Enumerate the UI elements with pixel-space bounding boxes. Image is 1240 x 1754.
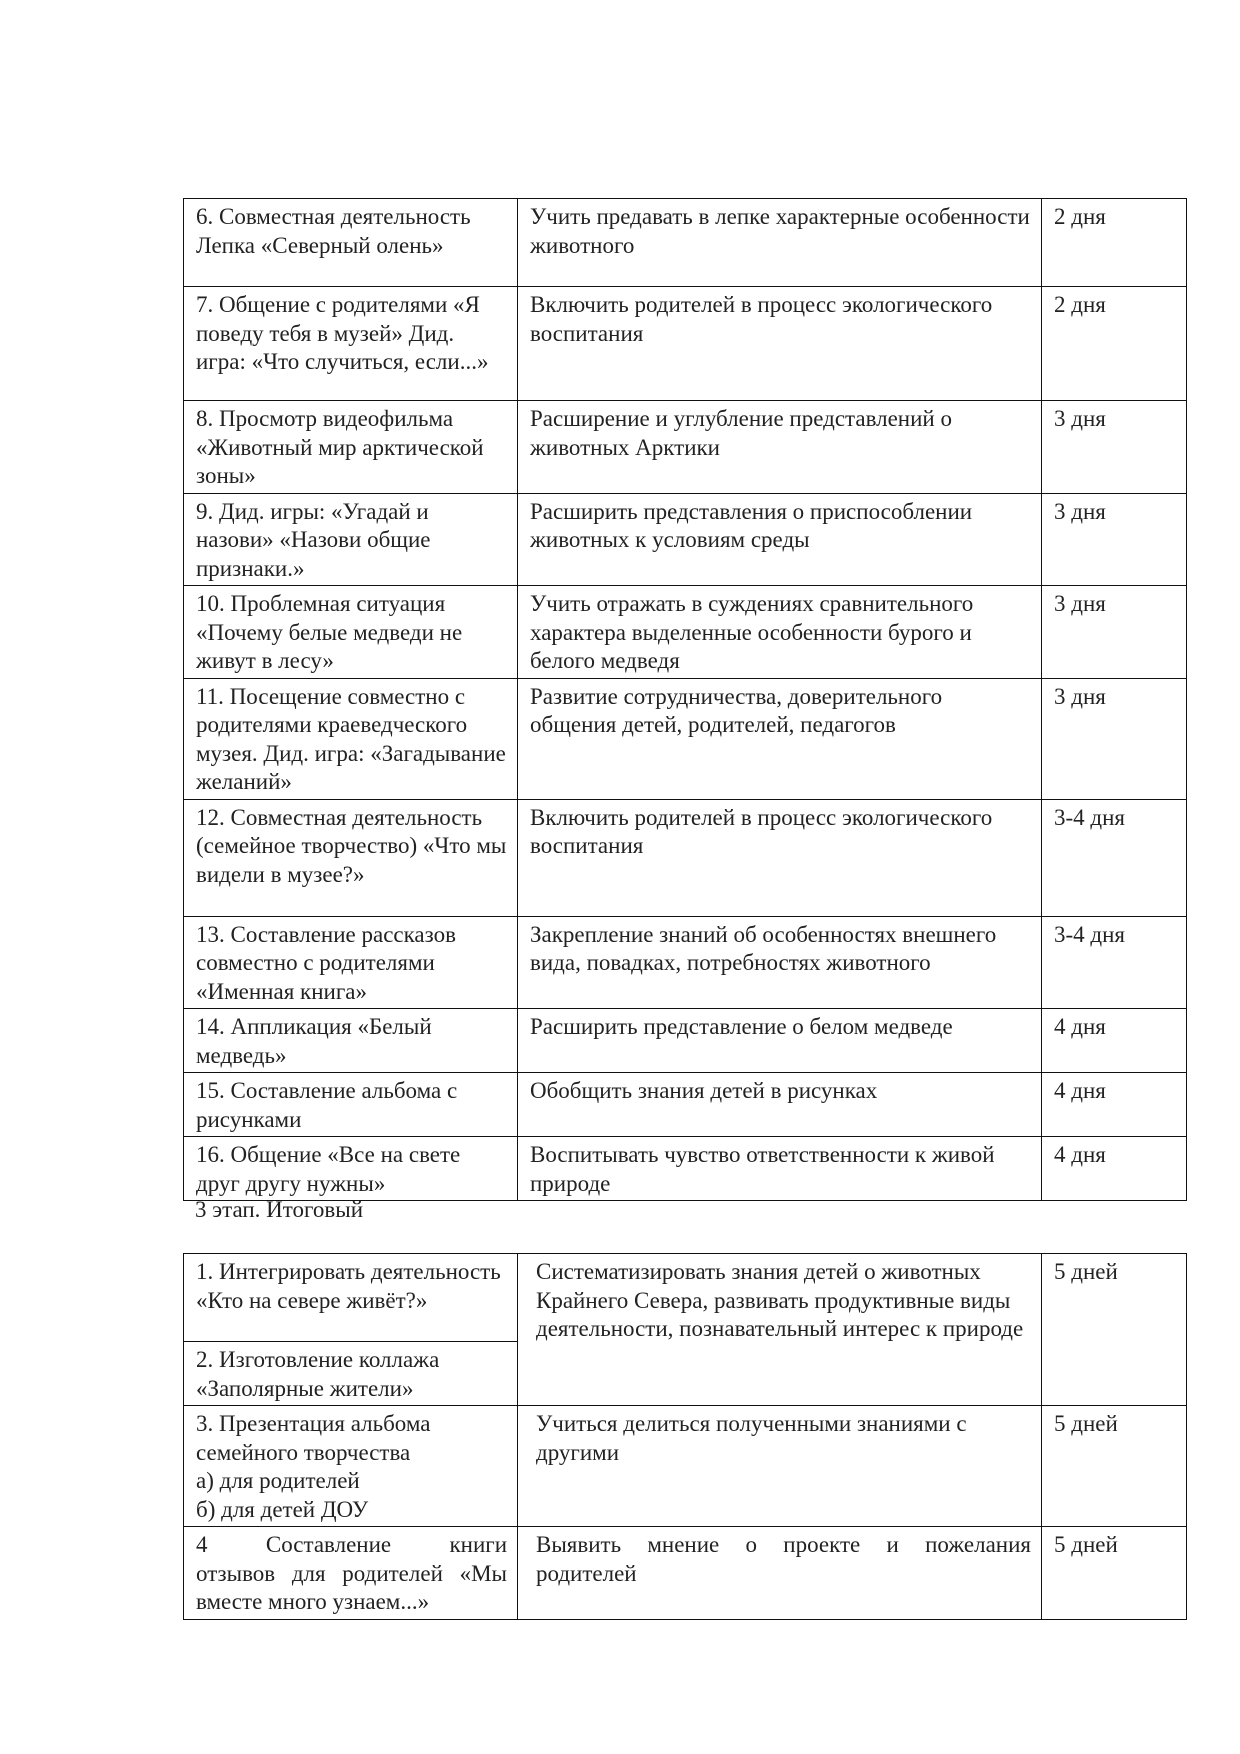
table-row <box>184 916 1187 1009</box>
goal-cell: Учиться делиться полученными знаниями с другими <box>518 1406 1042 1527</box>
activity-cell: 10. Проблемная ситуация «Почему белые медведи не живут в лесу» <box>184 586 518 679</box>
table-row <box>184 1009 1187 1073</box>
goal-cell: Расширить представления о приспособлении животных к условиям среды <box>518 493 1042 586</box>
goal-cell: Включить родителей в процесс экологического воспитания <box>518 287 1042 401</box>
activity-item: б) для детей ДОУ <box>196 1496 369 1522</box>
activity-cell: 7. Общение с родителями «Я поведу тебя в музей» Дид. игра: «Что случиться, если...» <box>184 287 518 401</box>
activity-cell: 8. Просмотр видеофильма «Животный мир арктической зоны» <box>184 401 518 494</box>
table-row <box>184 1137 1187 1201</box>
duration-cell: 3-4 дня <box>1042 799 1187 916</box>
goal-cell: Закрепление знаний об особенностях внешнего вида, повадках, потребностях животного <box>518 916 1042 1009</box>
duration-cell: 4 дня <box>1042 1073 1187 1137</box>
duration-cell: 3-4 дня <box>1042 916 1187 1009</box>
table-row <box>184 1254 1187 1342</box>
activity-cell: 13. Составление рассказов совместно с родителями «Именная книга» <box>184 916 518 1009</box>
activity-cell: 12. Совместная деятельность (семейное творчество) «Что мы видели в музее?» <box>184 799 518 916</box>
duration-cell: 2 дня <box>1042 287 1187 401</box>
stage3-table <box>183 1253 1187 1620</box>
activity-line: 4 Составление книги <box>196 1532 507 1557</box>
activity-cell: 6. Совместная деятельность Лепка «Северный олень» <box>184 199 518 287</box>
goal-cell: Обобщить знания детей в рисунках <box>518 1073 1042 1137</box>
table-row <box>184 678 1187 799</box>
goal-cell: Учить отражать в суждениях сравнительного характера выделенные особенности бурого и белого медведя <box>518 586 1042 679</box>
table-row <box>184 799 1187 916</box>
table-row <box>184 493 1187 586</box>
stage2-table <box>183 198 1187 1201</box>
duration-cell: 4 дня <box>1042 1009 1187 1073</box>
activity-item: а) для родителей <box>196 1468 360 1493</box>
activity-cell: 11. Посещение совместно с родителями краеведческого музея. Дид. игра: «Загадывание желаний» <box>184 678 518 799</box>
goal-cell: Воспитывать чувство ответственности к живой природе <box>518 1137 1042 1201</box>
goal-line: родителей <box>536 1560 637 1586</box>
duration-cell: 3 дня <box>1042 678 1187 799</box>
goal-cell: Развитие сотрудничества, доверительного общения детей, родителей, педагогов <box>518 678 1042 799</box>
table-row <box>184 287 1187 401</box>
activity-cell <box>184 1406 518 1527</box>
activity-title: 3. Презентация альбома семейного творчества <box>196 1411 431 1465</box>
activity-cell: 15. Составление альбома с рисунками <box>184 1073 518 1137</box>
duration-cell: 2 дня <box>1042 199 1187 287</box>
activity-cell: 14. Аппликация «Белый медведь» <box>184 1009 518 1073</box>
goal-cell: Расширить представление о белом медведе <box>518 1009 1042 1073</box>
table-row <box>184 401 1187 494</box>
stage-heading: 3 этап. Итоговый <box>195 1197 364 1222</box>
table-row <box>184 586 1187 679</box>
duration-cell: 3 дня <box>1042 401 1187 494</box>
duration-cell: 5 дней <box>1042 1254 1187 1406</box>
duration-cell: 4 дня <box>1042 1137 1187 1201</box>
duration-cell: 5 дней <box>1042 1406 1187 1527</box>
activity-cell: 1. Интегрировать деятельность «Кто на севере живёт?» <box>184 1254 518 1342</box>
table-row <box>184 199 1187 287</box>
goal-cell: Учить предавать в лепке характерные особенности животного <box>518 199 1042 287</box>
goal-cell <box>518 1527 1042 1620</box>
activity-line: отзывов для родителей «Мы <box>196 1560 507 1586</box>
duration-cell: 5 дней <box>1042 1527 1187 1620</box>
table-row <box>184 1527 1187 1620</box>
goal-cell: Расширение и углубление представлений о животных Арктики <box>518 401 1042 494</box>
goal-line: Выявить мнение о проекте и пожелания <box>536 1532 1031 1557</box>
duration-cell: 3 дня <box>1042 586 1187 679</box>
goal-cell: Включить родителей в процесс экологического воспитания <box>518 799 1042 916</box>
activity-cell: 2. Изготовление коллажа «Заполярные жители» <box>184 1342 518 1406</box>
activity-cell: 16. Общение «Все на свете друг другу нужны» <box>184 1137 518 1201</box>
duration-cell: 3 дня <box>1042 493 1187 586</box>
table-row <box>184 1073 1187 1137</box>
activity-cell: 9. Дид. игры: «Угадай и назови» «Назови общие признаки.» <box>184 493 518 586</box>
activity-line: вместе много узнаем...» <box>196 1589 430 1614</box>
table-row <box>184 1406 1187 1527</box>
activity-cell <box>184 1527 518 1620</box>
goal-cell: Систематизировать знания детей о животных Крайнего Севера, развивать продуктивные виды деятельности, познавательный интерес к природе <box>518 1254 1042 1406</box>
